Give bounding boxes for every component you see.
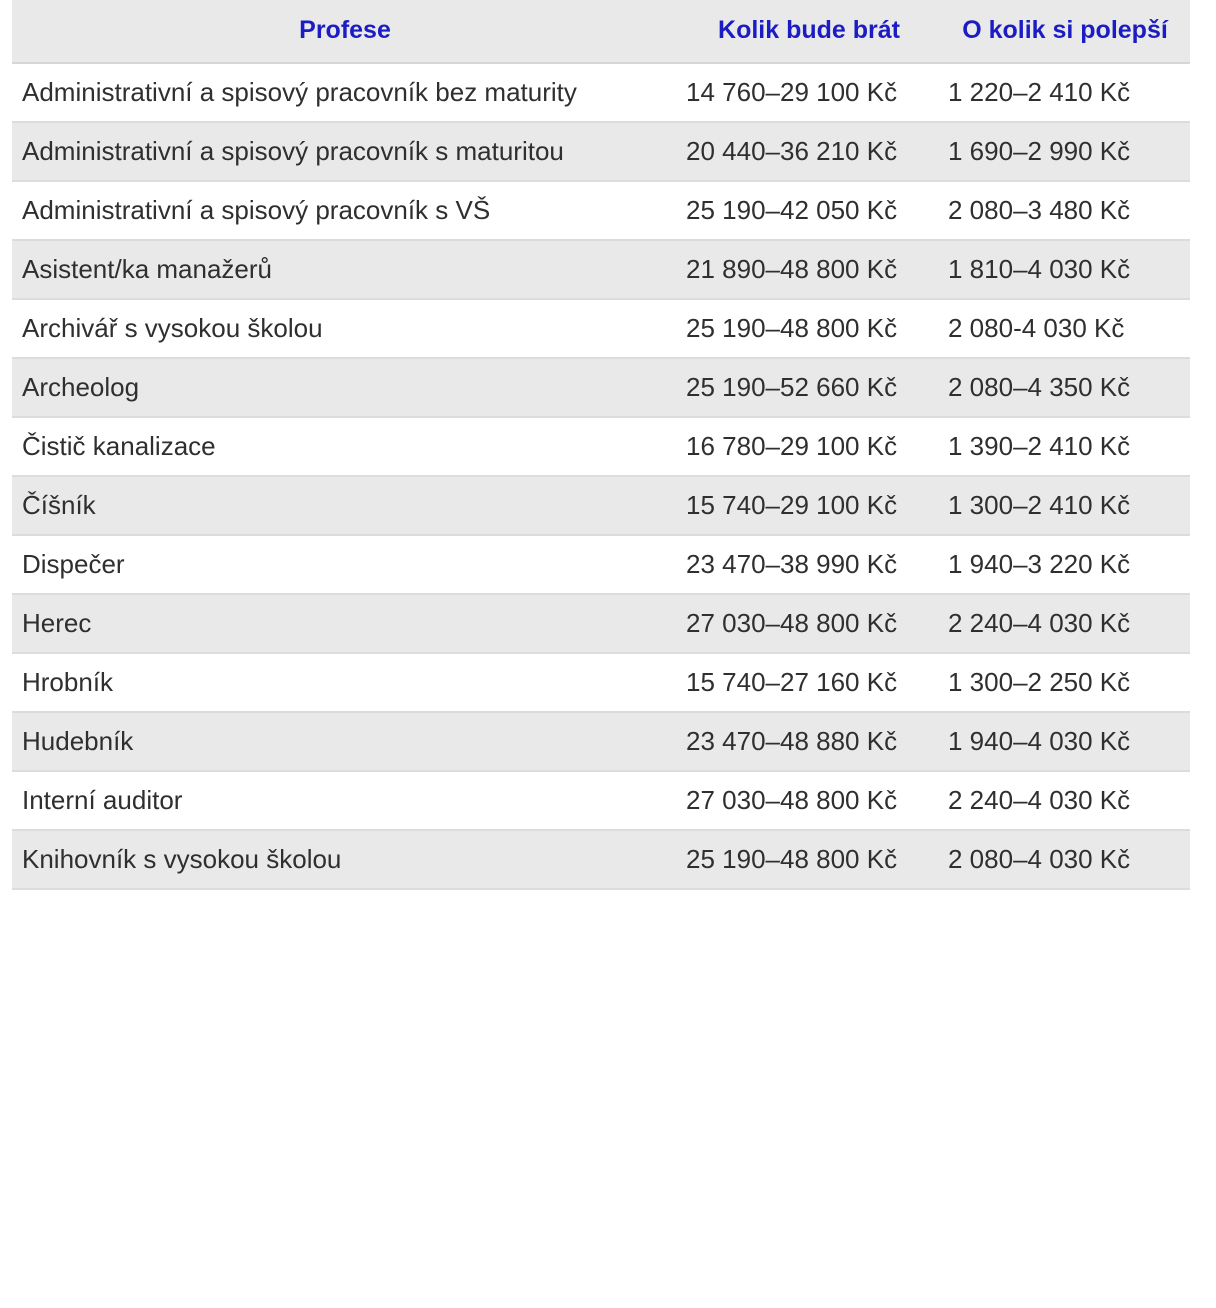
cell-o-kolik-si-polepsi: 2 080-4 030 Kč (940, 299, 1190, 358)
cell-profese: Archivář s vysokou školou (12, 299, 678, 358)
cell-o-kolik-si-polepsi: 1 220–2 410 Kč (940, 63, 1190, 122)
cell-kolik-bude-brat: 14 760–29 100 Kč (678, 63, 940, 122)
cell-profese: Asistent/ka manažerů (12, 240, 678, 299)
cell-kolik-bude-brat: 25 190–52 660 Kč (678, 358, 940, 417)
cell-o-kolik-si-polepsi: 1 690–2 990 Kč (940, 122, 1190, 181)
cell-profese: Administrativní a spisový pracovník s maturitou (12, 122, 678, 181)
cell-profese: Interní auditor (12, 771, 678, 830)
table-row (12, 653, 1190, 712)
cell-o-kolik-si-polepsi: 2 080–3 480 Kč (940, 181, 1190, 240)
cell-kolik-bude-brat: 27 030–48 800 Kč (678, 594, 940, 653)
column-header-profese: Profese (12, 0, 678, 63)
cell-kolik-bude-brat: 23 470–48 880 Kč (678, 712, 940, 771)
table-row (12, 358, 1190, 417)
cell-profese: Hrobník (12, 653, 678, 712)
cell-kolik-bude-brat: 27 030–48 800 Kč (678, 771, 940, 830)
table-header-row (12, 0, 1190, 63)
cell-o-kolik-si-polepsi: 1 300–2 410 Kč (940, 476, 1190, 535)
cell-profese: Číšník (12, 476, 678, 535)
cell-profese: Administrativní a spisový pracovník bez maturity (12, 63, 678, 122)
cell-o-kolik-si-polepsi: 1 390–2 410 Kč (940, 417, 1190, 476)
cell-kolik-bude-brat: 16 780–29 100 Kč (678, 417, 940, 476)
table-row (12, 535, 1190, 594)
cell-o-kolik-si-polepsi: 1 810–4 030 Kč (940, 240, 1190, 299)
cell-profese: Knihovník s vysokou školou (12, 830, 678, 889)
cell-profese: Hudebník (12, 712, 678, 771)
cell-kolik-bude-brat: 23 470–38 990 Kč (678, 535, 940, 594)
cell-o-kolik-si-polepsi: 2 240–4 030 Kč (940, 594, 1190, 653)
table-row (12, 63, 1190, 122)
column-header-o-kolik-si-polepsi: O kolik si polepší (940, 0, 1190, 63)
cell-kolik-bude-brat: 25 190–48 800 Kč (678, 830, 940, 889)
table-row (12, 299, 1190, 358)
cell-profese: Dispečer (12, 535, 678, 594)
table-row (12, 476, 1190, 535)
cell-kolik-bude-brat: 20 440–36 210 Kč (678, 122, 940, 181)
cell-o-kolik-si-polepsi: 1 300–2 250 Kč (940, 653, 1190, 712)
cell-kolik-bude-brat: 21 890–48 800 Kč (678, 240, 940, 299)
cell-o-kolik-si-polepsi: 1 940–4 030 Kč (940, 712, 1190, 771)
cell-profese: Archeolog (12, 358, 678, 417)
cell-o-kolik-si-polepsi: 2 080–4 030 Kč (940, 830, 1190, 889)
table-row (12, 417, 1190, 476)
table-row (12, 712, 1190, 771)
cell-profese: Čistič kanalizace (12, 417, 678, 476)
table-row (12, 771, 1190, 830)
table-header (12, 0, 1190, 63)
cell-kolik-bude-brat: 25 190–48 800 Kč (678, 299, 940, 358)
column-header-kolik-bude-brat: Kolik bude brát (678, 0, 940, 63)
table-row (12, 240, 1190, 299)
cell-o-kolik-si-polepsi: 2 080–4 350 Kč (940, 358, 1190, 417)
table-row (12, 122, 1190, 181)
cell-profese: Administrativní a spisový pracovník s VŠ (12, 181, 678, 240)
cell-o-kolik-si-polepsi: 1 940–3 220 Kč (940, 535, 1190, 594)
cell-kolik-bude-brat: 15 740–27 160 Kč (678, 653, 940, 712)
table-row (12, 181, 1190, 240)
cell-kolik-bude-brat: 25 190–42 050 Kč (678, 181, 940, 240)
cell-o-kolik-si-polepsi: 2 240–4 030 Kč (940, 771, 1190, 830)
salary-table (12, 0, 1190, 890)
table-body (12, 63, 1190, 889)
table-row (12, 830, 1190, 889)
table-row (12, 594, 1190, 653)
cell-profese: Herec (12, 594, 678, 653)
cell-kolik-bude-brat: 15 740–29 100 Kč (678, 476, 940, 535)
